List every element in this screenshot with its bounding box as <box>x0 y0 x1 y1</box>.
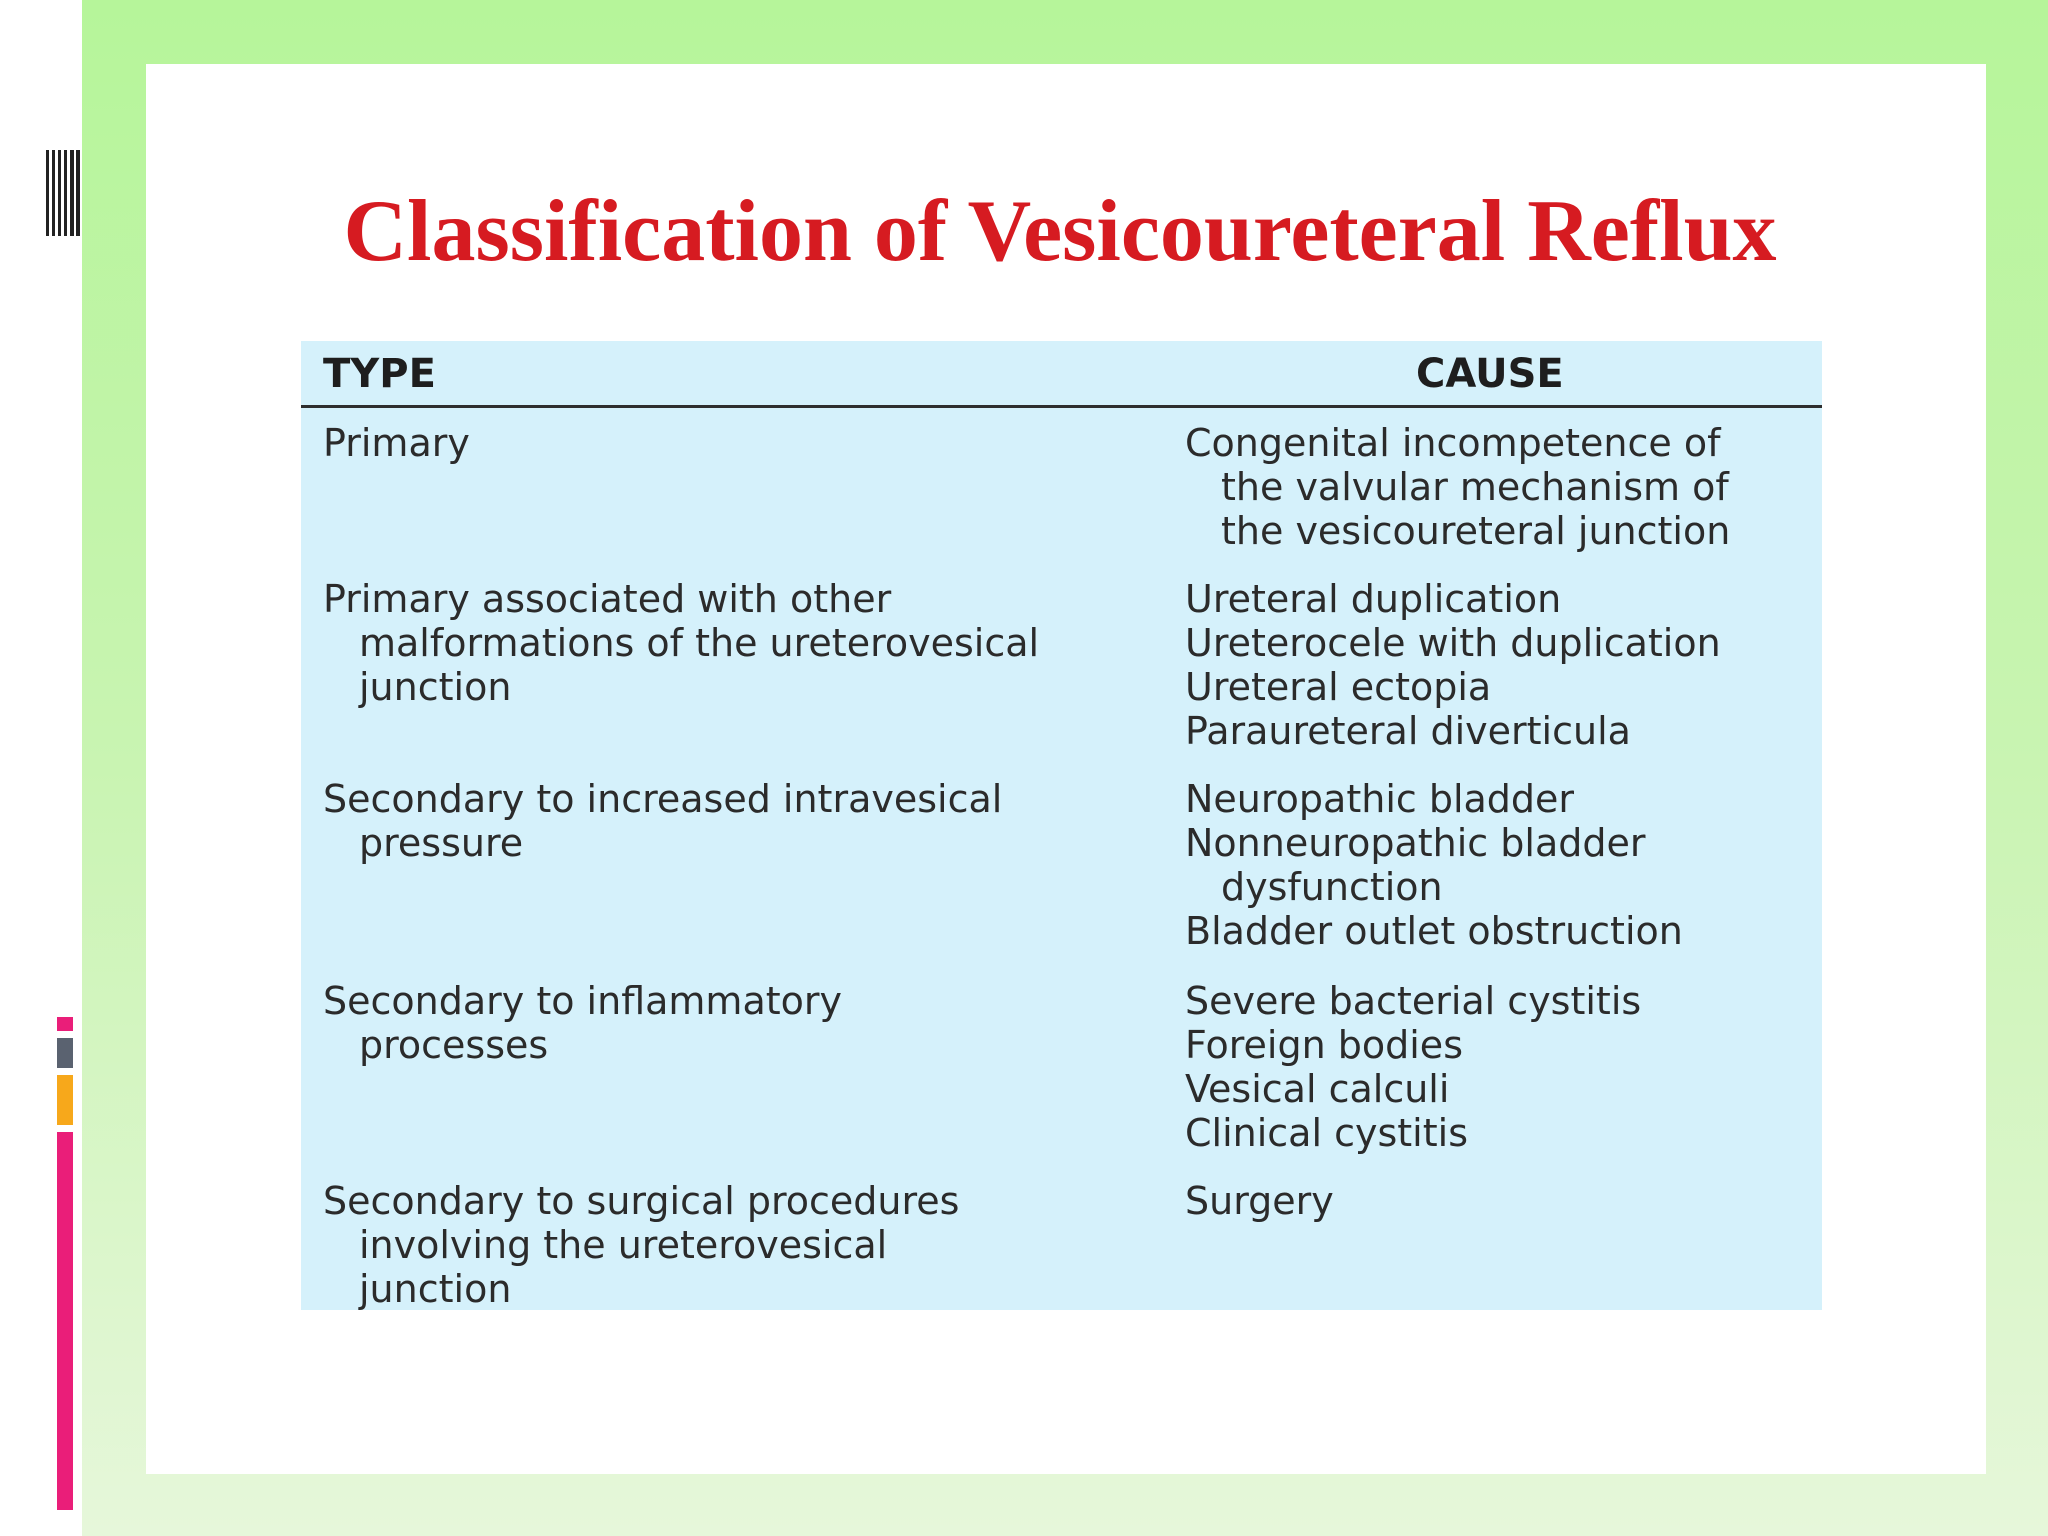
cause-line: Nonneuropathic bladder <box>1185 821 1646 865</box>
cause-line: Paraureteral diverticula <box>1185 709 1631 753</box>
type-line: Primary <box>323 421 470 465</box>
cause-cell <box>1185 777 1683 953</box>
table-header <box>301 341 1822 408</box>
header-type: TYPE <box>323 351 436 397</box>
decorative-lines <box>46 150 80 236</box>
type-line: involving the ureterovesical <box>359 1223 888 1267</box>
type-line: malformations of the ureterovesical <box>359 621 1040 665</box>
type-line: Secondary to increased intravesical <box>323 777 1003 821</box>
classification-table <box>301 341 1822 1310</box>
cause-line: dysfunction <box>1221 865 1443 909</box>
cause-line: the vesicoureteral junction <box>1221 509 1731 553</box>
slide-title: Classification of Vesicoureteral Reflux <box>343 183 1777 280</box>
cause-line: Severe bacterial cystitis <box>1185 979 1642 1023</box>
cause-line: Ureteral ectopia <box>1185 665 1492 709</box>
type-cell <box>323 577 1039 709</box>
type-line: junction <box>359 665 512 709</box>
cause-line: Ureteral duplication <box>1185 577 1562 621</box>
type-cell <box>323 777 1002 865</box>
decorative-bar-slate <box>57 1038 73 1068</box>
type-line: Secondary to inflammatory <box>323 979 842 1023</box>
decorative-bar-pink-small <box>57 1017 73 1031</box>
type-line: Secondary to surgical procedures <box>323 1179 960 1223</box>
cause-line: Ureterocele with duplication <box>1185 621 1721 665</box>
decorative-bar-pink <box>57 1132 73 1510</box>
type-line: pressure <box>359 821 524 865</box>
cause-cell <box>1185 1179 1334 1223</box>
cause-line: the valvular mechanism of <box>1221 465 1729 509</box>
decorative-bar-orange <box>57 1075 73 1125</box>
type-line: Primary associated with other <box>323 577 892 621</box>
header-cause: CAUSE <box>1416 351 1564 397</box>
cause-line: Foreign bodies <box>1185 1023 1463 1067</box>
cause-cell <box>1185 979 1641 1155</box>
cause-line: Clinical cystitis <box>1185 1111 1468 1155</box>
cause-line: Surgery <box>1185 1179 1334 1223</box>
cause-line: Vesical calculi <box>1185 1067 1450 1111</box>
type-line: junction <box>359 1267 512 1311</box>
type-cell <box>323 979 842 1067</box>
cause-cell <box>1185 421 1730 553</box>
cause-line: Neuropathic bladder <box>1185 777 1575 821</box>
type-cell <box>323 1179 959 1311</box>
type-cell <box>323 421 470 465</box>
type-line: processes <box>359 1023 549 1067</box>
cause-cell <box>1185 577 1721 753</box>
cause-line: Congenital incompetence of <box>1185 421 1721 465</box>
cause-line: Bladder outlet obstruction <box>1185 909 1683 953</box>
